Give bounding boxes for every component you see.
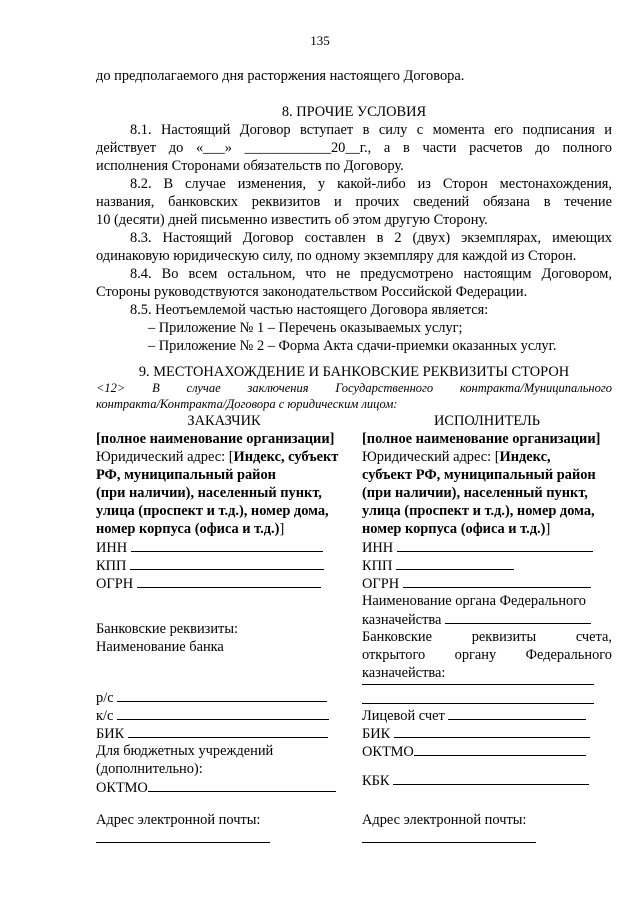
contractor-kpp-row	[362, 556, 612, 574]
contractor-personal-account-row	[362, 706, 612, 724]
contractor-kpp-label: КПП	[362, 558, 393, 574]
contractor-oktmo-row	[362, 742, 612, 760]
contractor-title: ИСПОЛНИТЕЛЬ	[433, 413, 541, 429]
customer-bik-row	[96, 724, 352, 742]
p81-line2: действует до «___» ____________20__г., а в части расчетов до полного	[96, 140, 612, 156]
customer-address-line2: РФ, муниципальный район	[96, 467, 276, 483]
contractor-kbk-label: КБК	[362, 773, 390, 789]
customer-rs-field[interactable]	[117, 688, 327, 702]
customer-address-bold-5: номер корпуса (офиса и т.д.)	[96, 521, 280, 537]
p81-line3: исполнения Сторонами обязательств по Договору.	[96, 158, 404, 174]
customer-kpp-label: КПП	[96, 558, 127, 574]
contractor-bank-details-2: открытого органу Федерального	[362, 647, 612, 663]
p83-line1: 8.3. Настоящий Договор составлен в 2 (двух) экземплярах, имеющих	[130, 230, 612, 246]
customer-inn-row	[96, 538, 352, 556]
customer-ks-label: к/с	[96, 708, 114, 724]
contractor-address-line5	[362, 520, 612, 538]
p82-line3: 10 (десяти) дней письменно известить об этом другую Сторону.	[96, 212, 488, 228]
customer-address-line5	[96, 520, 352, 538]
customer-bik-label: БИК	[96, 726, 125, 742]
p83-line2: одинаковую юридическую силу, по одному экземпляру для каждой из Сторон.	[96, 248, 577, 264]
contractor-address-prefix: Юридический адрес: [	[362, 449, 500, 465]
customer-kpp-field[interactable]	[130, 556, 324, 570]
contractor-oktmo-label: ОКТМО	[362, 744, 414, 760]
customer-ogrn-row	[96, 574, 352, 592]
contractor-kpp-field[interactable]	[396, 556, 514, 570]
customer-address-line4: улица (проспект и т.д.), номер дома,	[96, 503, 329, 519]
customer-inn-field[interactable]	[131, 538, 323, 552]
customer-budget-note-2: (дополнительно):	[96, 761, 203, 777]
contractor-ogrn-field[interactable]	[403, 574, 591, 588]
section9-note-line1: <12> В случае заключения Государственного контракта/Муниципального	[96, 381, 612, 395]
customer-bank-block	[96, 688, 352, 796]
intro-line: до предполагаемого дня расторжения настоящего Договора.	[96, 68, 465, 84]
customer-oktmo-row	[96, 778, 352, 796]
customer-inn-label: ИНН	[96, 540, 128, 556]
contractor-bik-row	[362, 724, 612, 742]
contractor-treasury-line1: Наименование органа Федерального	[362, 593, 586, 609]
contractor-address-line4: улица (проспект и т.д.), номер дома,	[362, 503, 595, 519]
contractor-personal-account-label: Лицевой счет	[362, 708, 445, 724]
contractor-address-bold-1: Индекс,	[499, 449, 551, 465]
customer-address-prefix: Юридический адрес: [	[96, 449, 234, 465]
contractor-ogrn-label: ОГРН	[362, 576, 400, 592]
customer-bank-name: Наименование банка	[96, 639, 224, 655]
p81-line1: 8.1. Настоящий Договор вступает в силу с момента его подписания и	[130, 122, 612, 138]
contractor-email-field[interactable]	[362, 842, 536, 843]
contractor-ogrn-row	[362, 574, 612, 592]
appendix-2: – Приложение № 2 – Форма Акта сдачи-приемки оказанных услуг.	[148, 338, 557, 354]
customer-ks-row	[96, 706, 352, 724]
customer-budget-note-1: Для бюджетных учреждений	[96, 743, 274, 759]
contractor-inn-label: ИНН	[362, 540, 394, 556]
contractor-column	[362, 412, 612, 682]
p82-line2: названия, банковских реквизитов и прочих сведений обязана в течение	[96, 194, 612, 210]
contractor-bank-details-1: Банковские реквизиты счета,	[362, 629, 612, 645]
section9-heading: 9. МЕСТОНАХОЖДЕНИЕ И БАНКОВСКИЕ РЕКВИЗИТЫ СТОРОН	[138, 364, 570, 380]
section8-heading: 8. ПРОЧИЕ УСЛОВИЯ	[281, 104, 427, 120]
customer-org-name: [полное наименование организации]	[96, 431, 335, 447]
customer-email-label: Адрес электронной почты:	[96, 812, 261, 828]
customer-bik-field[interactable]	[128, 724, 328, 738]
customer-column	[96, 412, 352, 592]
contractor-address-bold-5: номер корпуса (офиса и т.д.)	[362, 521, 546, 537]
customer-ks-field[interactable]	[117, 706, 329, 720]
contractor-kbk-field[interactable]	[393, 771, 589, 785]
contractor-org-name: [полное наименование организации]	[362, 431, 601, 447]
customer-address-bold-1: Индекс, субъект	[233, 449, 339, 465]
contractor-bank-details-3: казначейства:	[362, 665, 446, 681]
p85: 8.5. Неотъемлемой частью настоящего Договора является:	[130, 302, 489, 318]
contractor-inn-row	[362, 538, 612, 556]
p84-line2: Стороны руководствуются законодательством Российской Федерации.	[96, 284, 528, 300]
customer-rs-label: р/с	[96, 690, 114, 706]
customer-ogrn-field[interactable]	[137, 574, 321, 588]
contractor-treasury-row	[362, 610, 612, 628]
p82-line1: 8.2. В случае изменения, у какой-либо из Сторон местонахождения,	[130, 176, 612, 192]
contractor-treasury-label: казначейства	[362, 612, 442, 628]
customer-address-suffix: ]	[279, 521, 285, 537]
contractor-bik-field[interactable]	[394, 724, 590, 738]
contractor-kbk-row	[362, 771, 589, 790]
customer-address-line3: (при наличии), населенный пункт,	[96, 485, 322, 501]
customer-oktmo-field[interactable]	[148, 778, 336, 792]
contractor-personal-account-field[interactable]	[448, 706, 586, 720]
contractor-oktmo-field[interactable]	[414, 742, 586, 756]
customer-kpp-row	[96, 556, 352, 574]
customer-bank-details: Банковские реквизиты:	[96, 621, 238, 637]
customer-ogrn-label: ОГРН	[96, 576, 134, 592]
page-number: 135	[310, 33, 330, 48]
customer-email-field[interactable]	[96, 842, 270, 843]
customer-oktmo-label: ОКТМО	[96, 780, 148, 796]
customer-rs-row	[96, 688, 352, 706]
customer-address-line1	[96, 448, 352, 466]
contractor-bank-blank-1[interactable]	[362, 684, 594, 685]
contractor-bank-block	[362, 706, 612, 760]
contractor-bik-label: БИК	[362, 726, 391, 742]
contractor-address-line2: субъект РФ, муниципальный район	[362, 467, 596, 483]
p84-line1: 8.4. Во всем остальном, что не предусмотрено настоящим Договором,	[130, 266, 612, 282]
contractor-inn-field[interactable]	[397, 538, 593, 552]
contractor-email-label: Адрес электронной почты:	[362, 812, 527, 828]
contractor-address-suffix: ]	[545, 521, 551, 537]
appendix-1: – Приложение № 1 – Перечень оказываемых услуг;	[148, 320, 463, 336]
contractor-address-line3: (при наличии), населенный пункт,	[362, 485, 588, 501]
contractor-treasury-field[interactable]	[445, 610, 591, 624]
contractor-address-line1	[362, 448, 612, 466]
section9-note-line2: контракта/Контракта/Договора с юридическим лицом:	[96, 397, 398, 411]
customer-title: ЗАКАЗЧИК	[187, 413, 261, 429]
contractor-bank-blank-2[interactable]	[362, 703, 594, 704]
